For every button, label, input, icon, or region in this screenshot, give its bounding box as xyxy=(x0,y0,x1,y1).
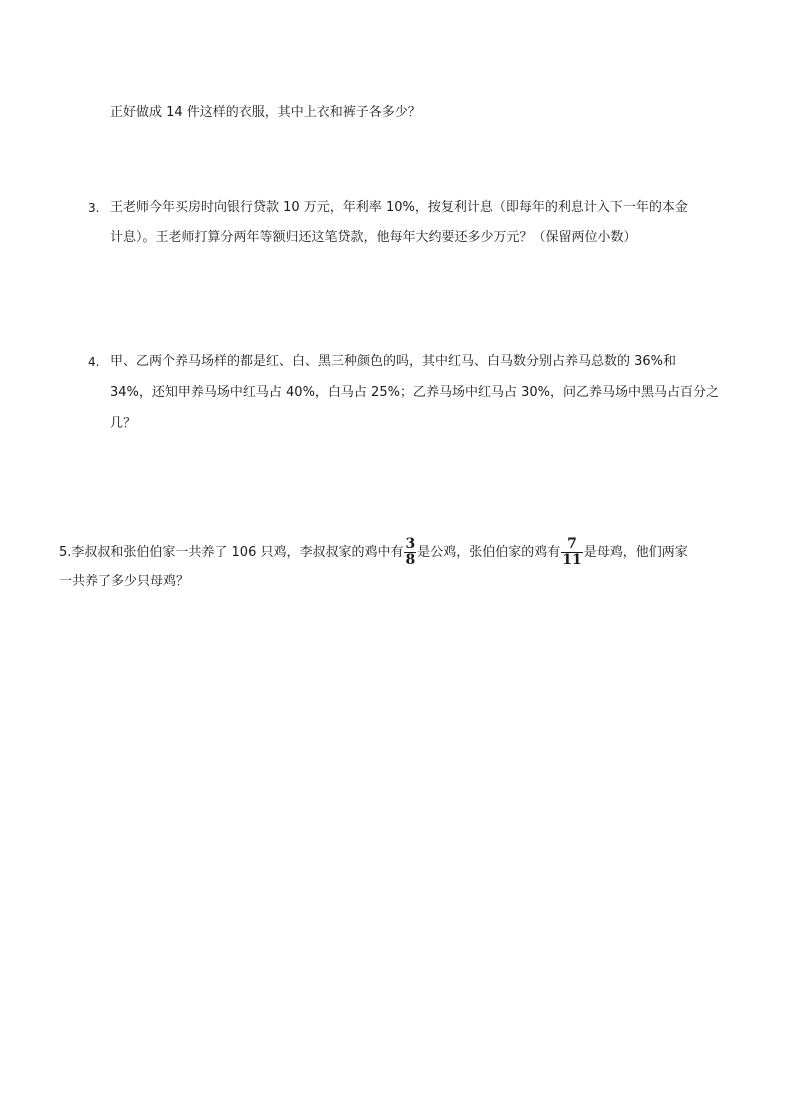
fraction-numerator: 7 xyxy=(567,536,577,552)
q3-line-2: 计息）。王老师打算分两年等额归还这笔贷款，他每年大约要还多少万元？（保留两位小数） xyxy=(110,230,637,245)
q5-text-part-3: 是母鸡，他们两家 xyxy=(583,545,688,560)
q5-text-part-1: 5.李叔叔和张伯伯家一共养了 106 只鸡，李叔叔家的鸡中有 xyxy=(59,545,404,560)
q4-line-2: 34%，还知甲养马场中红马占 40%，白马占 25%；乙养马场中红马占 30%，问乙养马场中黑马占百分之 xyxy=(110,385,719,400)
q5-text-part-2: 是公鸡，张伯伯家的鸡有 xyxy=(417,545,561,560)
q4-line-1: 甲、乙两个养马场样的都是红、白、黑三种颜色的吗，其中红马、白马数分别占养马总数的 36%和 xyxy=(110,354,677,369)
fraction-three-eighths xyxy=(404,537,416,568)
q4-line-3: 几？ xyxy=(110,416,137,431)
fraction-denominator: 11 xyxy=(562,552,582,568)
q5-line-1 xyxy=(59,535,688,571)
fraction-numerator: 3 xyxy=(405,536,416,552)
q3-line-1: 王老师今年买房时向银行贷款 10 万元，年利率 10%，按复利计息（即每年的利息计入下一年的本金 xyxy=(110,200,688,215)
q5-line-2: 一共养了多少只母鸡？ xyxy=(59,574,190,589)
q4-number: 4. xyxy=(88,355,100,369)
q2-continuation-line: 正好做成 14 件这样的衣服，其中上衣和裤子各多少？ xyxy=(110,105,421,120)
fraction-denominator: 8 xyxy=(405,552,416,568)
q3-number: 3. xyxy=(88,201,100,215)
fraction-seven-elevenths xyxy=(561,537,582,568)
